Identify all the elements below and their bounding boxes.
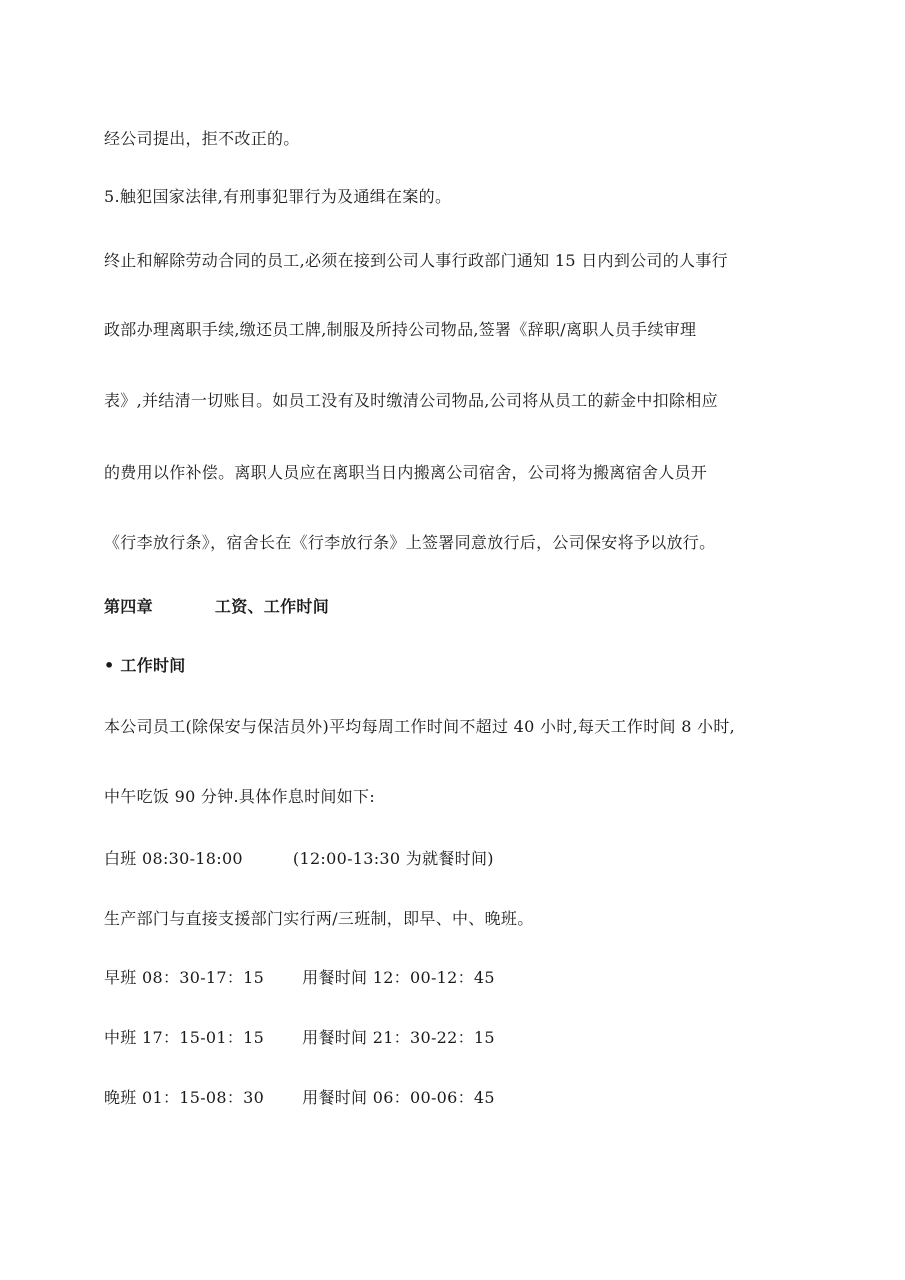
- shift-meal-time: 用餐时间 12：00-12：45: [302, 968, 495, 987]
- shift-meal-time: 用餐时间 21：30-22：15: [302, 1028, 495, 1047]
- day-shift-note: (12:00-13:30 为就餐时间): [292, 849, 494, 868]
- shift-time: 中班 17：15-01：15: [104, 1028, 265, 1047]
- chapter-heading: [104, 596, 329, 618]
- chapter-title: 工资、工作时间: [214, 597, 330, 616]
- shift-row: [104, 1027, 495, 1049]
- paragraph-line: 表》,并结清一切账目。如员工没有及时缴清公司物品,公司将从员工的薪金中扣除相应: [104, 391, 718, 410]
- paragraph-line: 终止和解除劳动合同的员工,必须在接到公司人事行政部门通知 15 日内到公司的人事行: [104, 251, 728, 270]
- paragraph-line: 的费用以作补偿。离职人员应在离职当日内搬离公司宿舍，公司将为搬离宿舍人员开: [104, 463, 708, 482]
- shift-row: [104, 967, 495, 989]
- paragraph-line: 经公司提出，拒不改正的。: [104, 129, 300, 148]
- shift-intro: 生产部门与直接支援部门实行两/三班制，即早、中、晚班。: [104, 909, 534, 928]
- paragraph-line: 《行李放行条》，宿舍长在《行李放行条》上签署同意放行后，公司保安将予以放行。: [104, 533, 716, 552]
- section-heading: • 工作时间: [104, 656, 186, 675]
- work-time-line: 本公司员工(除保安与保洁员外)平均每周工作时间不超过 40 小时,每天工作时间 8 小时,: [104, 717, 736, 736]
- shift-time: 早班 08：30-17：15: [104, 968, 265, 987]
- paragraph-line: 5.触犯国家法律,有刑事犯罪行为及通缉在案的。: [104, 187, 452, 206]
- shift-time: 晚班 01：15-08：30: [104, 1088, 265, 1107]
- shift-meal-time: 用餐时间 06：00-06：45: [302, 1088, 495, 1107]
- paragraph-line: 政部办理离职手续,缴还员工牌,制服及所持公司物品,签署《辞职/离职人员手续审理: [104, 320, 697, 339]
- chapter-number: 第四章: [104, 597, 153, 616]
- day-shift-line: [104, 848, 494, 870]
- day-shift-label: 白班 08:30-18:00: [104, 849, 243, 868]
- shift-row: [104, 1087, 495, 1109]
- work-time-line: 中午吃饭 90 分钟.具体作息时间如下:: [104, 787, 376, 806]
